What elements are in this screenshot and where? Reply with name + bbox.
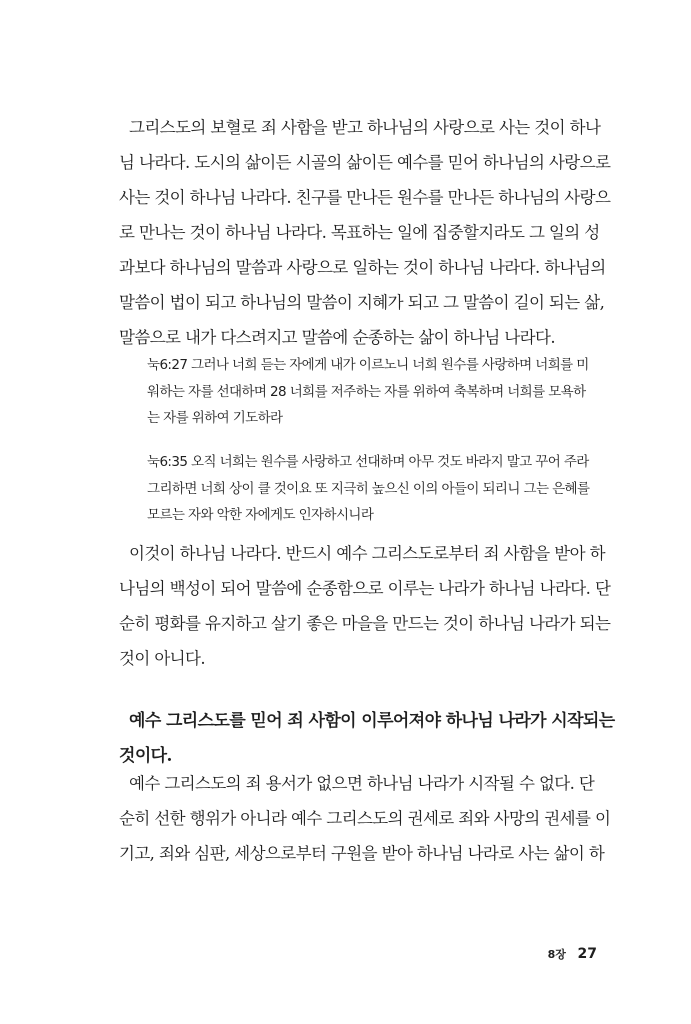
text-line: 과보다 하나님의 말씀과 사랑으로 일하는 것이 하나님 나라다. 하나님의 xyxy=(119,258,606,277)
heading-line: 예수 그리스도를 믿어 죄 사함이 이루어져야 하나님 나라가 시작되는 xyxy=(129,711,615,731)
text-line: 예수 그리스도의 죄 용서가 없으면 하나님 나라가 시작될 수 없다. 단 xyxy=(129,774,595,793)
section-heading xyxy=(119,704,615,774)
paragraph xyxy=(119,110,611,355)
text-line: 순히 선한 행위가 아니라 예수 그리스도의 권세로 죄와 사망의 권세를 이 xyxy=(119,809,611,828)
quote-line: 눅6:35 오직 너희는 원수를 사랑하고 선대하며 아무 것도 바라지 말고 꾸어 주라 xyxy=(147,454,589,470)
text-line: 말씀이 법이 되고 하나님의 말씀이 지혜가 되고 그 말씀이 길이 되는 삶, xyxy=(119,293,605,312)
scripture-quote xyxy=(147,352,599,432)
text-line: 그리스도의 보혈로 죄 사함을 받고 하나님의 사랑으로 사는 것이 하나 xyxy=(129,118,601,137)
scripture-quote xyxy=(147,449,599,529)
text-line: 말씀으로 내가 다스려지고 말씀에 순종하는 삶이 하나님 나라다. xyxy=(119,328,555,347)
quote-line: 는 자를 위하여 기도하라 xyxy=(147,410,283,426)
chapter-label: 8장 xyxy=(547,948,566,961)
text-line: 님 나라다. 도시의 삶이든 시골의 삶이든 예수를 믿어 하나님의 사랑으로 xyxy=(119,153,611,172)
page-number: 27 xyxy=(577,946,597,962)
text-line: 것이 아니다. xyxy=(119,649,205,668)
paragraph xyxy=(119,536,611,676)
text-line: 사는 것이 하나님 나라다. 친구를 만나든 원수를 만나든 하나님의 사랑으 xyxy=(119,188,611,207)
text-line: 기고, 죄와 심판, 세상으로부터 구원을 받아 하나님 나라로 사는 삶이 하 xyxy=(119,844,605,863)
page-footer xyxy=(548,943,597,962)
text-line: 순히 평화를 유지하고 살기 좋은 마을을 만드는 것이 하나님 나라가 되는 xyxy=(119,614,611,633)
text-line: 로 만나는 것이 하나님 나라다. 목표하는 일에 집중할지라도 그 일의 성 xyxy=(119,223,600,242)
paragraph xyxy=(119,766,611,871)
quote-line: 그리하면 너희 상이 클 것이요 또 지극히 높으신 이의 아들이 되리니 그는 은혜를 xyxy=(147,480,590,497)
heading-line: 것이다. xyxy=(119,746,172,766)
quote-line: 모르는 자와 악한 자에게도 인자하시니라 xyxy=(147,507,374,523)
text-line: 이것이 하나님 나라다. 반드시 예수 그리스도로부터 죄 사함을 받아 하 xyxy=(129,544,605,563)
quote-line: 눅6:27 그러나 너희 듣는 자에게 내가 이르노니 너희 원수를 사랑하며 너희를 미 xyxy=(147,357,589,373)
quote-line: 워하는 자를 선대하며 28 너희를 저주하는 자를 위하여 축복하며 너희를 모욕하 xyxy=(147,383,586,400)
text-line: 나님의 백성이 되어 말씀에 순종함으로 이루는 나라가 하나님 나라다. 단 xyxy=(119,579,611,598)
